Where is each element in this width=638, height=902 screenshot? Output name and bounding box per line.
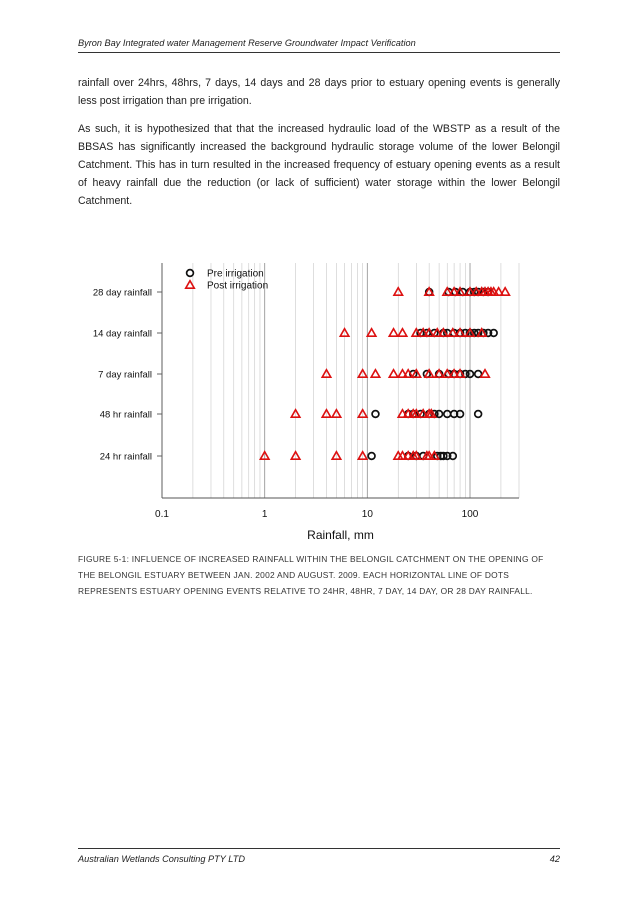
legend-marker-pre (187, 270, 194, 277)
category-label: 48 hr rainfall (99, 409, 152, 421)
body-paragraph-2 (78, 120, 560, 210)
pre-irrigation-point (372, 411, 379, 418)
post-irrigation-point (501, 288, 510, 296)
x-tick-label: 0.1 (155, 509, 169, 520)
footer-company: Australian Wetlands Consulting PTY LTD (78, 854, 245, 864)
paragraph-text: As such, it is hypothesized that that the increased hydraulic load of the WBSTP as a result of the BBSAS has significantly increased the background hydraulic storage volume of the lower Belongil Catchment. This has in turn resulted in the increased frequency of estuary opening events as a result of heavy rainfall due the reduction (or lack of sufficient) water storage within the lower Belongil Catchment. (78, 123, 560, 207)
rainfall-scatter-chart (78, 255, 548, 545)
body-paragraph-1 (78, 74, 560, 110)
paragraph-text: rainfall over 24hrs, 48hrs, 7 days, 14 days and 28 days prior to estuary opening events is generally less post irrigation than pre irrigation. (78, 77, 560, 107)
x-tick-label: 100 (461, 509, 479, 520)
x-tick-label: 1 (261, 509, 268, 520)
post-irrigation-point (371, 370, 380, 378)
post-irrigation-point (389, 329, 398, 337)
running-header (78, 38, 560, 53)
legend-label-pre: Pre irrigation (207, 268, 264, 280)
x-tick-label: 10 (361, 509, 373, 520)
x-axis-label: Rainfall, mm (307, 528, 374, 542)
figure-caption (78, 551, 560, 599)
post-irrigation-point (389, 370, 398, 378)
post-irrigation-point (367, 329, 376, 337)
category-label: 14 day rainfall (92, 328, 152, 340)
page-number: 42 (549, 854, 560, 864)
pre-irrigation-point (368, 453, 375, 460)
category-label: 24 hr rainfall (99, 451, 152, 463)
legend-label-post: Post irrigation (207, 280, 269, 292)
category-label: 7 day rainfall (98, 369, 152, 381)
header-title: Byron Bay Integrated water Management Reserve Groundwater Impact Verification (78, 38, 416, 48)
pre-irrigation-point (475, 411, 482, 418)
post-irrigation-point (481, 370, 490, 378)
category-label: 28 day rainfall (92, 287, 152, 299)
caption-text: FIGURE 5-1: INFLUENCE OF INCREASED RAINFALL WITHIN THE BELONGIL CATCHMENT ON THE OPENING OF THE BELONGIL ESTUARY BETWEEN JAN. 2002 AND AUGUST. 2009. EACH HORIZONTAL LINE OF DOTS REPRESENTS ESTUARY OPENING EVENTS RELATIVE TO 24HR, 48HR, 7 DAY, 14 DAY, OR 28 DAY RAINFALL. (78, 554, 544, 596)
post-irrigation-point (398, 329, 407, 337)
page-footer (78, 848, 560, 864)
